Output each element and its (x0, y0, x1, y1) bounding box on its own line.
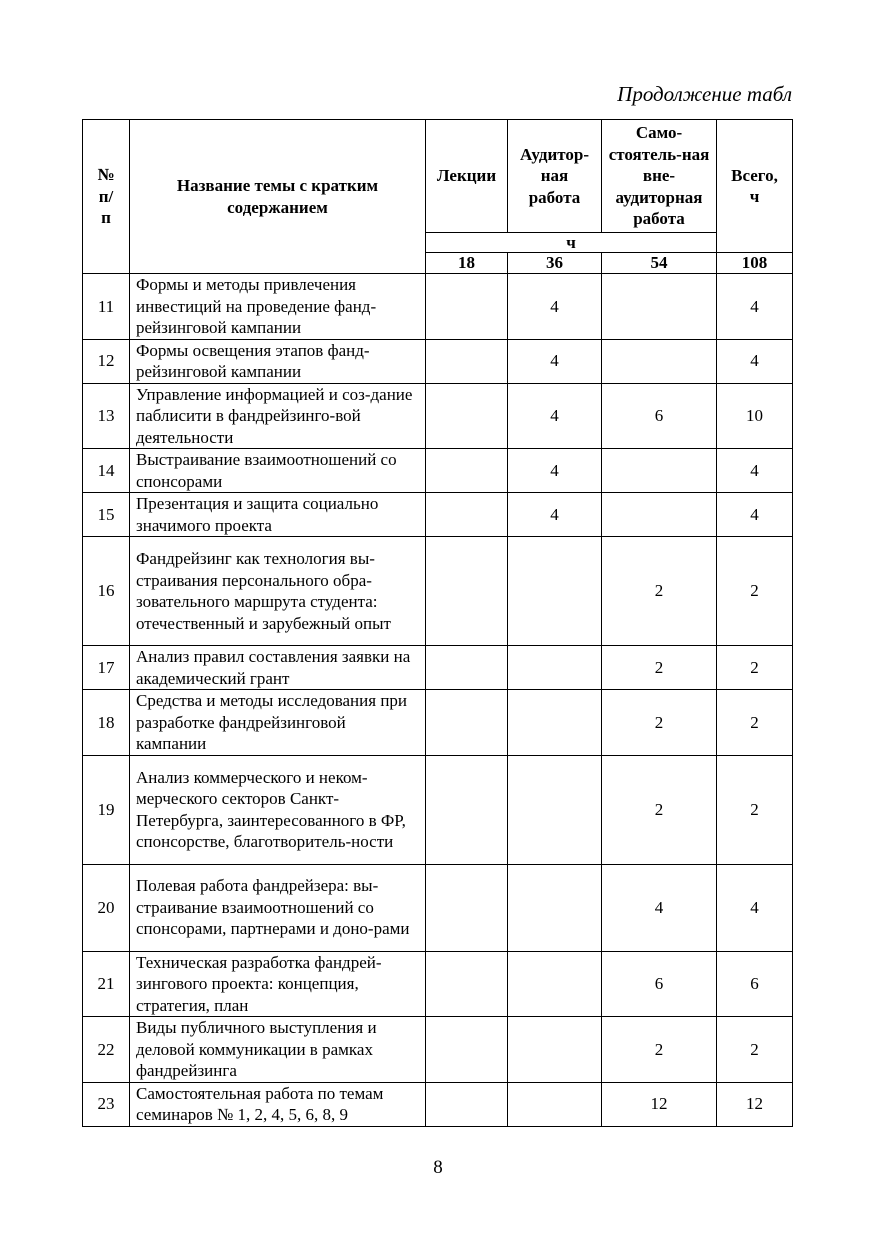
row-lectures (426, 864, 508, 951)
row-topic: Формы освещения этапов фанд-рейзинговой кампании (130, 339, 426, 383)
table-row (83, 690, 793, 756)
row-total: 4 (717, 274, 793, 340)
row-lectures (426, 1082, 508, 1126)
row-number: 22 (83, 1017, 130, 1083)
header-unit: ч (426, 233, 717, 253)
row-auditory (508, 690, 602, 756)
header-topic: Название темы с кратким содержанием (130, 120, 426, 274)
row-lectures (426, 755, 508, 864)
row-independent (602, 339, 717, 383)
row-number: 23 (83, 1082, 130, 1126)
row-number: 15 (83, 493, 130, 537)
row-number: 12 (83, 339, 130, 383)
row-auditory (508, 1017, 602, 1083)
row-total: 4 (717, 493, 793, 537)
row-lectures (426, 537, 508, 646)
row-total: 4 (717, 339, 793, 383)
row-independent: 2 (602, 755, 717, 864)
table-row (83, 1017, 793, 1083)
row-auditory: 4 (508, 339, 602, 383)
row-auditory: 4 (508, 383, 602, 449)
row-number: 21 (83, 951, 130, 1017)
row-independent: 2 (602, 646, 717, 690)
header-independent: Само-стоятель-ная вне-аудиторная работа (602, 120, 717, 233)
row-total: 2 (717, 646, 793, 690)
row-number: 11 (83, 274, 130, 340)
row-topic: Самостоятельная работа по темам семинаров № 1, 2, 4, 5, 6, 8, 9 (130, 1082, 426, 1126)
row-auditory (508, 864, 602, 951)
header-total: Всего, ч (717, 120, 793, 253)
row-topic: Управление информацией и соз-дание паблисити в фандрейзинго-вой деятельности (130, 383, 426, 449)
total-auditory: 36 (508, 253, 602, 274)
row-topic: Виды публичного выступления и деловой коммуникации в рамках фандрейзинга (130, 1017, 426, 1083)
row-number: 20 (83, 864, 130, 951)
row-independent: 12 (602, 1082, 717, 1126)
row-total: 10 (717, 383, 793, 449)
row-independent: 2 (602, 537, 717, 646)
row-total: 4 (717, 864, 793, 951)
table-row (83, 951, 793, 1017)
row-topic: Полевая работа фандрейзера: вы-страивание взаимоотношений со спонсорами, партнерами и доно-рами (130, 864, 426, 951)
row-auditory (508, 951, 602, 1017)
row-lectures (426, 1017, 508, 1083)
total-hours: 108 (717, 253, 793, 274)
table-row (83, 864, 793, 951)
page-number: 8 (433, 1157, 443, 1178)
row-independent: 6 (602, 951, 717, 1017)
table-row (83, 274, 793, 340)
row-topic: Анализ правил составления заявки на академический грант (130, 646, 426, 690)
row-auditory (508, 537, 602, 646)
row-independent: 6 (602, 383, 717, 449)
row-total: 12 (717, 1082, 793, 1126)
table-row (83, 755, 793, 864)
row-lectures (426, 493, 508, 537)
row-lectures (426, 690, 508, 756)
header-num: № п/п (83, 120, 130, 274)
row-independent (602, 493, 717, 537)
row-auditory (508, 1082, 602, 1126)
row-independent: 4 (602, 864, 717, 951)
row-total: 6 (717, 951, 793, 1017)
row-lectures (426, 274, 508, 340)
row-topic: Средства и методы исследования при разработке фандрейзинговой кампании (130, 690, 426, 756)
row-topic: Анализ коммерческого и неком-мерческого секторов Санкт-Петербурга, заинтересованного в ФР, спонсорстве, благотворитель-ности (130, 755, 426, 864)
row-auditory: 4 (508, 449, 602, 493)
row-topic: Формы и методы привлечения инвестиций на проведение фанд-рейзинговой кампании (130, 274, 426, 340)
row-total: 2 (717, 537, 793, 646)
table-row (83, 646, 793, 690)
row-total: 2 (717, 755, 793, 864)
row-topic: Техническая разработка фандрей-зингового проекта: концепция, стратегия, план (130, 951, 426, 1017)
row-auditory: 4 (508, 274, 602, 340)
row-number: 13 (83, 383, 130, 449)
row-number: 17 (83, 646, 130, 690)
table-continuation-label: Продолжение табл (617, 82, 792, 106)
row-topic: Фандрейзинг как технология вы-страивания персонального обра-зовательного маршрута студента: отечественный и зарубежный опыт (130, 537, 426, 646)
row-lectures (426, 951, 508, 1017)
row-independent (602, 274, 717, 340)
row-number: 19 (83, 755, 130, 864)
row-topic: Презентация и защита социально значимого проекта (130, 493, 426, 537)
row-total: 4 (717, 449, 793, 493)
row-total: 2 (717, 1017, 793, 1083)
row-auditory (508, 646, 602, 690)
table-row (83, 383, 793, 449)
row-lectures (426, 449, 508, 493)
study-plan-table (82, 119, 793, 1127)
row-number: 18 (83, 690, 130, 756)
row-total: 2 (717, 690, 793, 756)
row-auditory (508, 755, 602, 864)
table-row (83, 1082, 793, 1126)
row-auditory: 4 (508, 493, 602, 537)
header-lectures: Лекции (426, 120, 508, 233)
total-independent: 54 (602, 253, 717, 274)
header-auditory: Аудитор-ная работа (508, 120, 602, 233)
table-row (83, 449, 793, 493)
row-independent (602, 449, 717, 493)
row-independent: 2 (602, 690, 717, 756)
row-lectures (426, 339, 508, 383)
row-lectures (426, 383, 508, 449)
row-number: 16 (83, 537, 130, 646)
row-independent: 2 (602, 1017, 717, 1083)
row-topic: Выстраивание взаимоотношений со спонсорами (130, 449, 426, 493)
total-lectures: 18 (426, 253, 508, 274)
table-row (83, 493, 793, 537)
row-number: 14 (83, 449, 130, 493)
row-lectures (426, 646, 508, 690)
table-row (83, 537, 793, 646)
table-row (83, 339, 793, 383)
